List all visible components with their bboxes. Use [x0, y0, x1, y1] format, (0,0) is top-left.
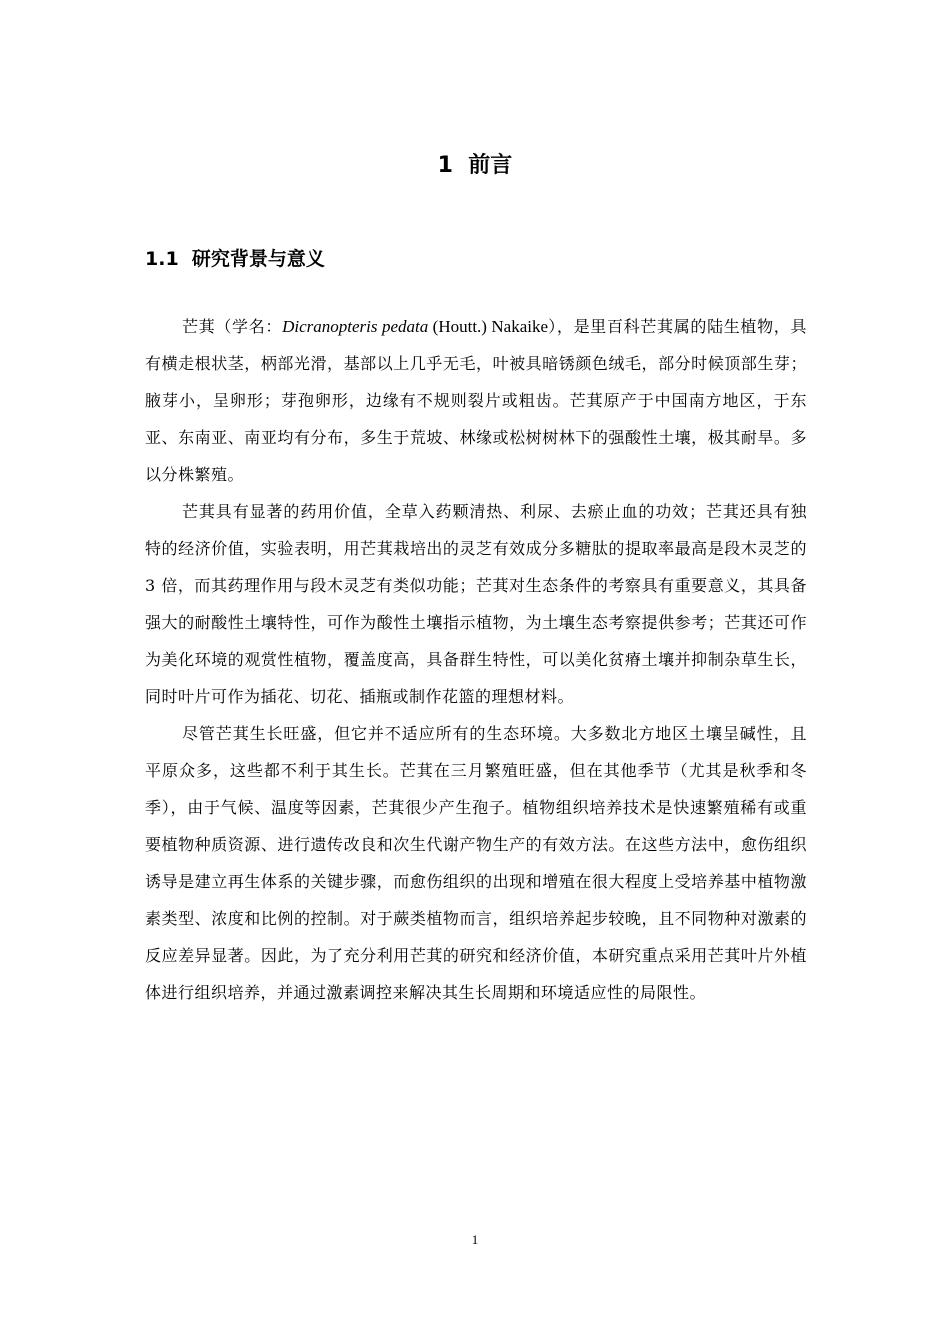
- body-text: [145, 308, 807, 1011]
- section-title: 1.1 研究背景与意义: [145, 248, 325, 270]
- chapter-title: 1 前言: [437, 153, 513, 178]
- paragraph-value: 芒萁具有显著的药用价值，全草入药颗清热、利尿、去瘀止血的功效；芒萁还具有独特的经济价值，实验表明，用芒萁栽培出的灵芝有效成分多糖肽的提取率最高是段木灵芝的 3 倍，而其药理作用与段木灵芝有类似功能；芒萁对生态条件的考察具有重要意义，其具备强大的耐酸性土壤特性，可作为酸性土壤指示植物，为土壤生态考察提供参考；芒萁还可作为美化环境的观赏性植物，覆盖度高，具备群生特性，可以美化贫瘠土壤并抑制杂草生长，同时叶片可作为插花、切花、插瓶或制作花篮的理想材料。: [145, 502, 807, 706]
- species-name: Dicranopteris pedata: [282, 317, 429, 336]
- paragraph-intro: [145, 308, 807, 493]
- page-number: 1: [471, 1232, 479, 1247]
- paragraph-text: 芒萁（学名：: [182, 317, 283, 336]
- paragraph-text: ），是里百科芒萁属的陆生植物，具有横走根状茎，柄部光滑，基部以上几乎无毛，叶被具暗锈颜色绒毛，部分时候顶部生芽；腋芽小，呈卵形；芽孢卵形，边缘有不规则裂片或粗齿。芒萁原产于中国南方地区，于东亚、东南亚、南亚均有分布，多生于荒坡、林缘或松树树林下的强酸性土壤，极其耐旱。多以分株繁殖。: [145, 317, 807, 484]
- paragraph-research: 尽管芒萁生长旺盛，但它并不适应所有的生态环境。大多数北方地区土壤呈碱性，且平原众多，这些都不利于其生长。芒萁在三月繁殖旺盛，但在其他季节（尤其是秋季和冬季），由于气候、温度等因素，芒萁很少产生孢子。植物组织培养技术是快速繁殖稀有或重要植物种质资源、进行遗传改良和次生代谢产物生产的有效方法。在这些方法中，愈伤组织诱导是建立再生体系的关键步骤，而愈伤组织的出现和增殖在很大程度上受培养基中植物激素类型、浓度和比例的控制。对于蕨类植物而言，组织培养起步较晚，且不同物种对激素的反应差异显著。因此，为了充分利用芒萁的研究和经济价值，本研究重点采用芒萁叶片外植体进行组织培养，并通过激素调控来解决其生长周期和环境适应性的局限性。: [145, 724, 807, 1002]
- species-author: (Houtt.) Nakaike: [428, 317, 549, 336]
